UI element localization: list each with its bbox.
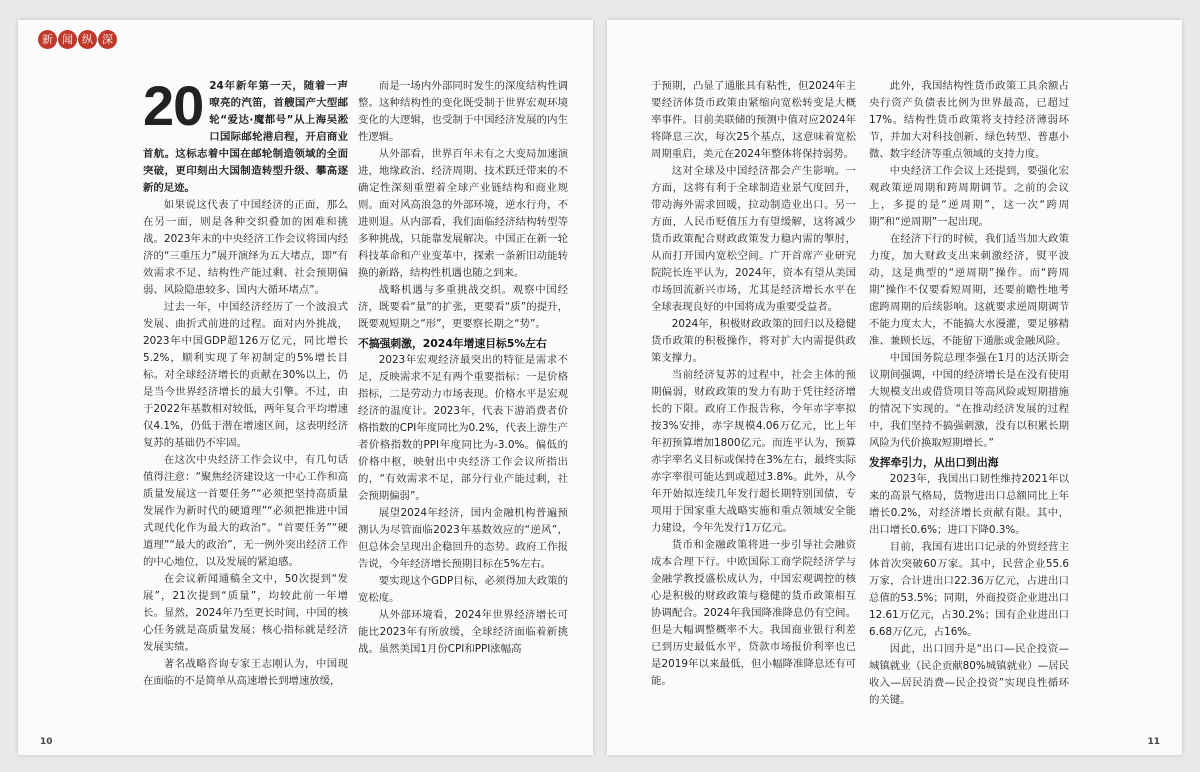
article-column-4 bbox=[869, 78, 1069, 738]
paragraph: 在会议新闻通稿全文中，50次提到“发展”，21次提到“质量”，均较此前一年增长。显然，2024年乃至更长时间，中国的核心任务就是高质量发展；核心指标就是经济发展实绩。 bbox=[143, 573, 348, 653]
paragraph: 在这次中央经济工作会议中，有几句话值得注意：“聚焦经济建设这一中心工作和高质量发展这一首要任务”“必须把坚持高质量发展作为新时代的硬道理”“必须把推进中国式现代化作为最大的政治”。“首要任务”“硬道理”“最大的政治”，无一例外突出经济工作的中心地位，以及发展的紧迫感。 bbox=[143, 454, 348, 568]
logo-seal-4: 深 bbox=[98, 30, 117, 49]
paragraph: 要实现这个GDP目标，必须得加大政策的宽松度。 bbox=[358, 575, 568, 604]
paragraph: 中央经济工作会议上还提到，要强化宏观政策逆周期和跨周期调节。之前的会议上，多提的是“逆周期”，这一次“跨周期”和“逆周期”一起出现。 bbox=[869, 165, 1069, 228]
paragraph: 从外部环境看，2024年世界经济增长可能比2023年有所放缓，全球经济面临着新挑战。虽然美国1月份CPI和PPI涨幅高 bbox=[358, 609, 568, 655]
paragraph: 著名战略咨询专家王志刚认为，中国现在面临的不是简单从高速增长到增速放缓， bbox=[143, 658, 348, 687]
paragraph: 在经济下行的时候，我们适当加大政策力度，加大财政支出来刺激经济，熨平波动，这是典型的“逆周期”操作。而“跨周期”操作不仅要看短周期，还要前瞻性地考虑跨周期的后续影响。这就要求逆周期调节不能力度太大，不能搞大水漫灌，要足够精准、兼顾长远，不能留下通胀或金融风险。 bbox=[869, 233, 1069, 347]
paragraph: 因此，出口回升是“出口—民企投资—城镇就业（民企贡献80%城镇就业）—居民收入—居民消费—民企投资”实现良性循环的关键。 bbox=[869, 643, 1069, 706]
paragraph: 展望2024年经济，国内金融机构普遍预测认为尽管面临2023年基数效应的“逆风”，但总体会呈现出企稳回升的态势。政府工作报告说，今年经济增长预期目标在5%左右。 bbox=[358, 507, 568, 570]
paragraph: 过去一年，中国经济经历了一个波浪式发展、曲折式前进的过程。面对内外挑战，2023年中国GDP超126万亿元，同比增长5.2%，顺利实现了年初制定的5%增长目标。对全球经济增长的贡献在30%以上，仍是当今世界经济增长的最大引擎。不过，由于2022年基数相对较低，两年复合平均增速仅4.1%，仍低于潜在增速区间，这表明经济复苏的基础仍不牢固。 bbox=[143, 301, 348, 449]
paragraph: 货币和金融政策将进一步引导社会融资成本合理下行。中欧国际工商学院经济学与金融学教授盛松成认为，中国宏观调控的核心是积极的财政政策与稳健的货币政策相互协调配合。2024年我国降准降息仍有空间。但是大幅调整概率不大。我国商业银行利差已到历史最低水平，贷款市场报价利率也已是2019年以来最低，但小幅降准降息还有可能。 bbox=[651, 539, 856, 687]
paragraph: 于预期，凸显了通胀具有粘性，但2024年主要经济体货币政策由紧缩向宽松转变是大概率事件。目前美联储的预测中值对应2024年将降息三次，每次25个基点，这意味着宽松周期重启，美元在2024年整体将保持弱势。 bbox=[651, 80, 856, 160]
paragraph: 这对全球及中国经济都会产生影响。一方面，这将有利于全球制造业景气度回升，带动海外需求回暖，拉动制造业出口。另一方面，人民币贬值压力有望缓解，这将减少货币政策配合财政政策发力稳内需的掣肘，从而打开国内宽松空间。广开首席产业研究院院长连平认为，2024年，资本有望从美国市场回流新兴市场，尤其是经济增长水平在全球表现良好的中国将成为重要受益者。 bbox=[651, 165, 856, 313]
article-column-2 bbox=[358, 78, 568, 738]
logo-seal-2: 闻 bbox=[58, 30, 77, 49]
page-number-right: 11 bbox=[1147, 737, 1160, 747]
paragraph: 2023年宏观经济最突出的特征是需求不足，反映需求不足有两个重要指标：一是价格指标，二是劳动力市场表现。价格水平是宏观经济的温度计。2023年，代表下游消费者价格指数的CPI年度同比为0.2%，代表上游生产者价格指数的PPI年度同比为-3.0%。偏低的价格中枢，映射出中央经济工作会议所指出的，“有效需求不足，部分行业产能过剩，社会预期偏弱”。 bbox=[358, 354, 568, 502]
lead-text: 24年新年第一天，随着一声嘹亮的汽笛，首艘国产大型邮轮“爱达·魔都号”从上海吴淞口国际邮轮港启程，开启商业首航。这标志着中国在邮轮制造领域的全面突破，更印刻出大国制造转型升级、攀高逐新的足迹。 bbox=[143, 80, 348, 194]
paragraph: 目前，我国有进出口记录的外贸经营主体首次突破60万家。其中，民营企业55.6万家，合计进出口22.36万亿元，占进出口总值的53.5%；同期，外商投资企业进出口12.61万亿元，占30.2%；国有企业进出口6.68万亿元，占16%。 bbox=[869, 541, 1069, 638]
section-heading: 不搞强刺激，2024年增速目标5%左右 bbox=[358, 337, 547, 350]
lead-paragraph bbox=[143, 78, 348, 197]
article-column-1 bbox=[143, 78, 348, 738]
paragraph: 战略机遇与多重挑战交织。观察中国经济，既要看“量”的扩张，更要看“质”的提升，既要观短期之“形”，更要察长期之“势”。 bbox=[358, 284, 568, 330]
paragraph: 2023年，我国出口韧性维持2021年以来的高景气格局，货物进出口总额同比上年增长0.2%，对经济增长贡献有限。其中，出口增长0.6%；进口下降0.3%。 bbox=[869, 473, 1069, 536]
dropcap: 20 bbox=[143, 78, 204, 137]
paragraph: 而是一场内外部同时发生的深度结构性调整。这种结构性的变化既受制于世界宏观环境变化的大逻辑，也受制于中国经济发展的内生性逻辑。 bbox=[358, 80, 568, 143]
right-page bbox=[607, 20, 1182, 755]
logo-seal-3: 纵 bbox=[78, 30, 97, 49]
logo-seal-1: 新 bbox=[38, 30, 57, 49]
article-column-3 bbox=[651, 78, 856, 738]
left-page bbox=[18, 20, 593, 755]
paragraph: 中国国务院总理李强在1月的达沃斯会议期间强调，中国的经济增长是在没有使用大规模支出或借贷项目等高风险或短期措施的情况下实现的。“在推动经济发展的过程中，我们坚持不搞强刺激，没有以积累长期风险为代价换取短期增长。” bbox=[869, 352, 1069, 449]
column-logo bbox=[38, 30, 117, 49]
paragraph: 当前经济复苏的过程中，社会主体的预期偏弱，财政政策的发力有助于凭往经济增长的下限。政府工作报告称，今年赤字率拟按3%安排，赤字规模4.06万亿元，比上年年初预算增加1800亿元。而连平认为，预算赤字率名义目标或保持在3%左右，最终实际赤字率很可能达到或超过3.8%。此外，从今年开始拟连续几年发行超长期特别国债，专项用于国家重大战略实施和重点领域安全能力建设，今年先发行1万亿元。 bbox=[651, 369, 856, 534]
page-number-left: 10 bbox=[40, 737, 53, 747]
paragraph: 2024年，积极财政政策的回归以及稳健货币政策的积极操作，将对扩大内需提供政策支撑力。 bbox=[651, 318, 856, 364]
paragraph: 此外，我国结构性货币政策工具余额占央行资产负债表比例为世界最高，已超过17%。结构性货币政策将支持经济薄弱环节，并加大对科技创新、绿色转型、普惠小微、数字经济等重点领域的支持力度。 bbox=[869, 80, 1069, 160]
section-heading: 发挥牵引力，从出口到出海 bbox=[869, 456, 999, 469]
paragraph: 如果说这代表了中国经济的正面，那么在另一面，则是各种交织叠加的困难和挑战。2023年末的中央经济工作会议将国内经济的“三重压力”展开演绎为五大堵点，即“有效需求不足、结构性产能过剩、社会预期偏弱、风险隐患较多、国内大循环堵点”。 bbox=[143, 199, 348, 296]
paragraph: 从外部看，世界百年未有之大变局加速演进，地缘政治、经济周期、技术跃迁带来的不确定性深刻重塑着全球产业链结构和商业规则。面对风高浪急的外部环境，逆水行舟，不进则退。从内部看，我们面临经济结构转型等多种挑战，只能靠发展解决。中国正在新一轮科技革命和产业变革中，探索一条新旧动能转换的新路，结构性机遇也随之到来。 bbox=[358, 148, 568, 279]
